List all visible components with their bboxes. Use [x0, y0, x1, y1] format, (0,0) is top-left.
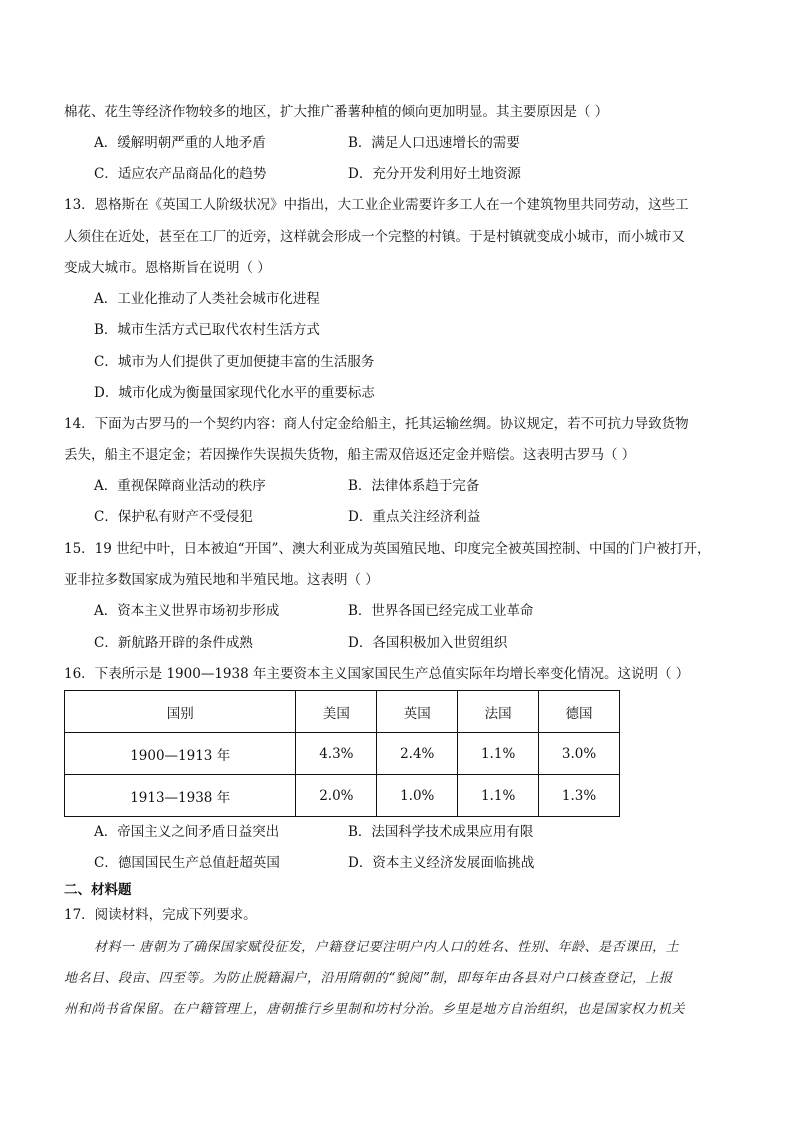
- table-cell: 1.0%: [377, 775, 458, 817]
- q12-option-b[interactable]: B．满足人口迅速增长的需要: [348, 135, 520, 151]
- q16-option-d[interactable]: D．资本主义经济发展面临挑战: [348, 855, 535, 871]
- q13-option-a[interactable]: A．工业化推动了人类社会城市化进程: [94, 291, 320, 307]
- table-row: [65, 775, 620, 817]
- q14-option-a[interactable]: A．重视保障商业活动的秩序: [94, 478, 266, 494]
- q12-stem-line: 棉花、花生等经济作物较多的地区，扩大推广番薯种植的倾向更加明显。其主要原因是（ ）: [64, 104, 609, 120]
- gdp-growth-table: [64, 690, 620, 817]
- q16-option-b[interactable]: B．法国科学技术成果应用有限: [348, 824, 534, 840]
- q13-option-d[interactable]: D．城市化成为衡量国家现代化水平的重要标志: [94, 385, 375, 401]
- table-header-cell: 英国: [377, 691, 458, 733]
- q15-option-a[interactable]: A．资本主义世界市场初步形成: [94, 603, 280, 619]
- table-cell: 1.1%: [458, 775, 539, 817]
- q14-option-c[interactable]: C．保护私有财产不受侵犯: [94, 509, 253, 525]
- q14-stem-line-1: 14．下面为古罗马的一个契约内容：商人付定金给船主，托其运输丝绸。协议规定，若不可抗力导致货物: [64, 416, 689, 432]
- table-header-cell: 德国: [539, 691, 620, 733]
- table-cell: 1.3%: [539, 775, 620, 817]
- q15-stem-line-2: 亚非拉多数国家成为殖民地和半殖民地。这表明（ ）: [64, 572, 379, 588]
- table-cell: 2.4%: [377, 733, 458, 775]
- q15-option-c[interactable]: C．新航路开辟的条件成熟: [94, 635, 253, 651]
- q13-stem-line-3: 变成大城市。恩格斯旨在说明（ ）: [64, 260, 271, 276]
- q13-option-b[interactable]: B．城市生活方式已取代农村生活方式: [94, 322, 320, 338]
- q13-option-c[interactable]: C．城市为人们提供了更加便捷丰富的生活服务: [94, 354, 375, 370]
- table-cell: 2.0%: [296, 775, 377, 817]
- q16-option-c[interactable]: C．德国国民生产总值赶超英国: [94, 855, 280, 871]
- q16-stem-line: 16．下表所示是 1900—1938 年主要资本主义国家国民生产总值实际年均增长率变化情况。这说明（ ）: [64, 666, 690, 682]
- q14-option-d[interactable]: D．重点关注经济利益: [348, 509, 481, 525]
- section-title: 二、材料题: [64, 882, 132, 898]
- q16-option-a[interactable]: A．帝国主义之间矛盾日益突出: [94, 824, 280, 840]
- table-cell: 1.1%: [458, 733, 539, 775]
- table-cell: 1913—1938 年: [65, 775, 296, 817]
- table-header-row: [65, 691, 620, 733]
- q15-stem-line-1: 15．19 世纪中叶，日本被迫“开国”、澳大利亚成为英国殖民地、印度完全被英国控制、中国的门户被打开，: [64, 541, 711, 557]
- q17-stem-line: 17．阅读材料，完成下列要求。: [64, 907, 257, 923]
- table-cell: 3.0%: [539, 733, 620, 775]
- table-header-cell: 国别: [65, 691, 296, 733]
- table-row: [65, 733, 620, 775]
- q13-stem-line-2: 人须住在近处，甚至在工厂的近旁，这样就会形成一个完整的村镇。于是村镇就变成小城市，而小城市又: [64, 229, 685, 245]
- table-cell: 4.3%: [296, 733, 377, 775]
- material-line-1: 材料一 唐朝为了确保国家赋役征发，户籍登记要注明户内人口的姓名、性别、年龄、是否课田，土: [94, 940, 680, 955]
- q14-stem-line-2: 丢失，船主不退定金；若因操作失误损失货物，船主需双倍返还定金并赔偿。这表明古罗马（ ）: [64, 447, 636, 463]
- q12-option-c[interactable]: C．适应农产品商品化的趋势: [94, 166, 267, 182]
- q13-stem-line-1: 13．恩格斯在《英国工人阶级状况》中指出，大工业企业需要许多工人在一个建筑物里共同劳动，这些工: [64, 197, 689, 213]
- table-cell: 1900—1913 年: [65, 733, 296, 775]
- table-header-cell: 法国: [458, 691, 539, 733]
- q15-option-b[interactable]: B．世界各国已经完成工业革命: [348, 603, 534, 619]
- q12-option-d[interactable]: D．充分开发利用好土地资源: [348, 166, 521, 182]
- q12-option-a[interactable]: A．缓解明朝严重的人地矛盾: [94, 135, 266, 151]
- q15-option-d[interactable]: D．各国积极加入世贸组织: [348, 635, 508, 651]
- material-line-2: 地名目、段亩、四至等。为防止脱籍漏户，沿用隋朝的“貌阅”制，即每年由各县对户口核查登记，上报: [64, 971, 673, 986]
- material-line-3: 州和尚书省保留。在户籍管理上，唐朝推行乡里制和坊村分治。乡里是地方自治组织，也是国家权力机关: [64, 1002, 686, 1017]
- table-header-cell: 美国: [296, 691, 377, 733]
- q14-option-b[interactable]: B．法律体系趋于完备: [348, 478, 480, 494]
